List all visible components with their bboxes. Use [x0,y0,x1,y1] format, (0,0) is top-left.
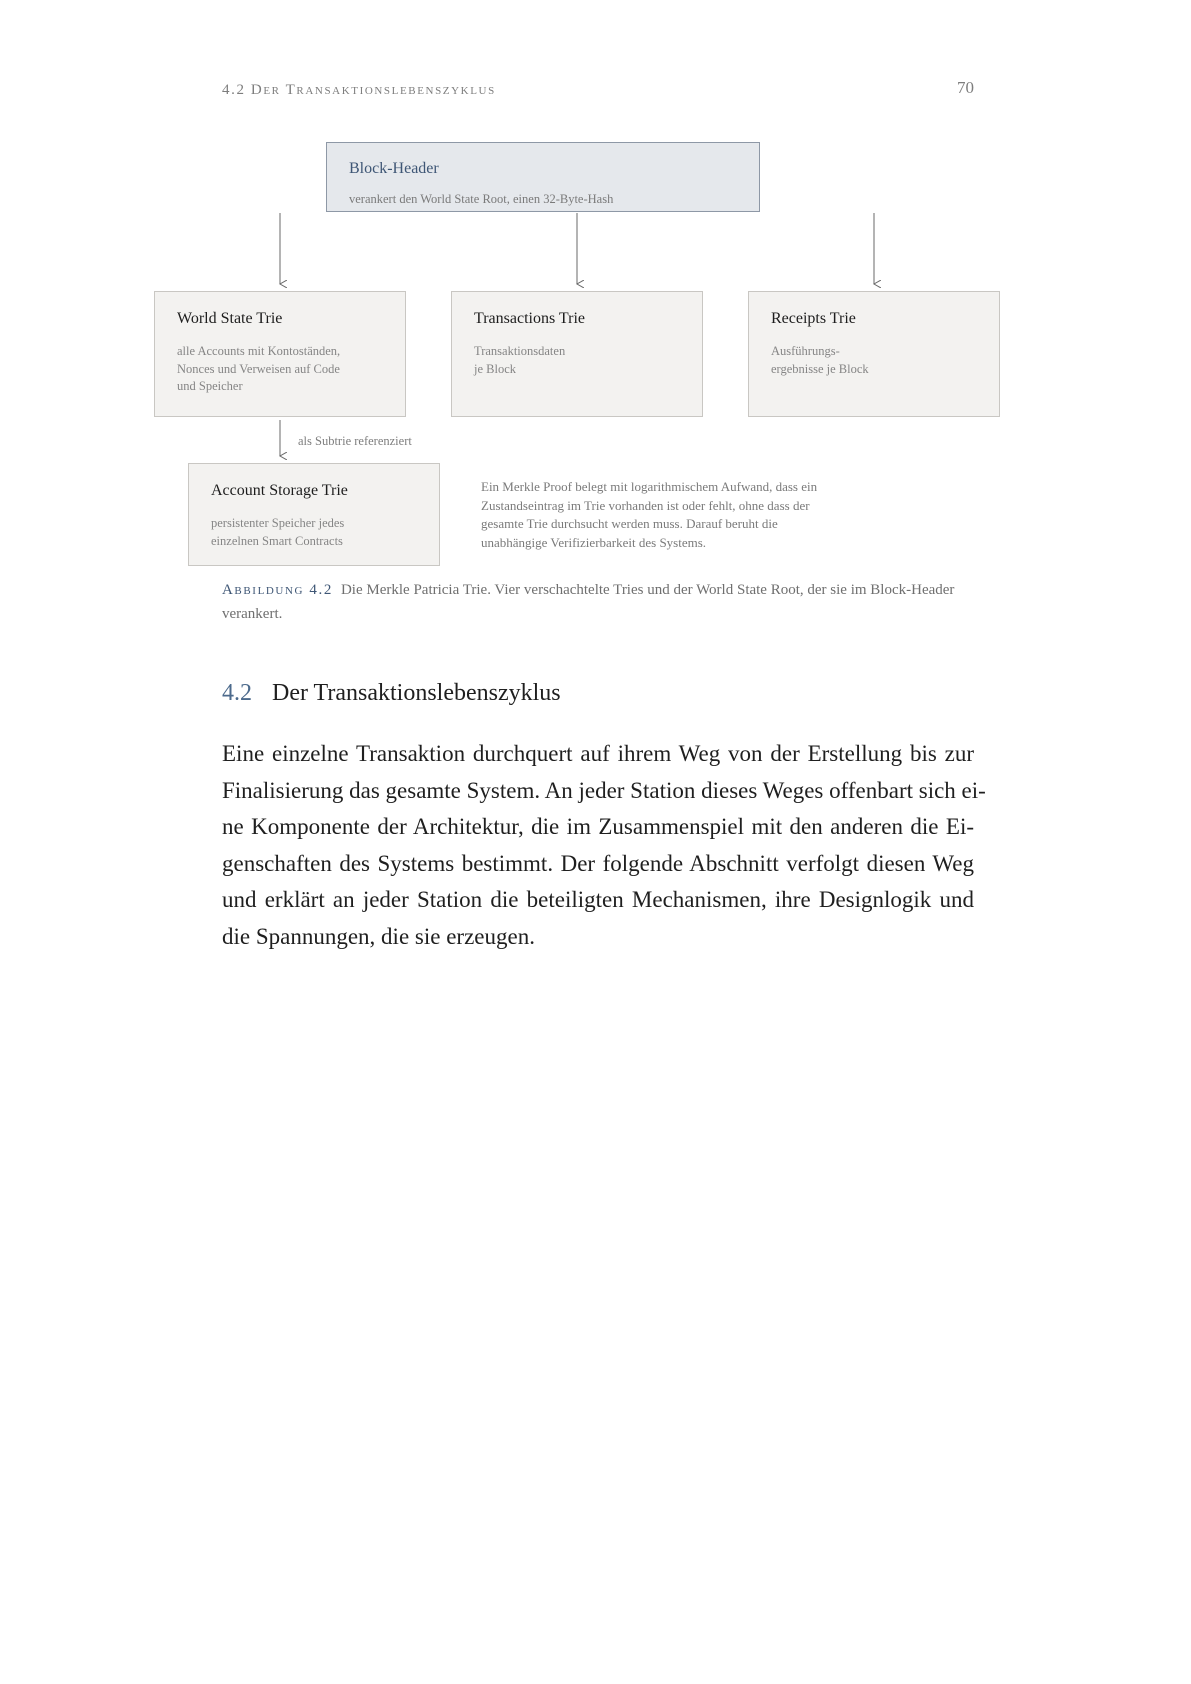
receipts-trie-title: Receipts Trie [771,310,856,327]
body-line: genschaften des Systems bestimmt. Der folgende Abschnitt verfolgt diesen Weg [222,850,974,876]
merkle-proof-note: Ein Merkle Proof belegt mit logarithmischem Aufwand, dass ein Zustandseintrag im Trie vorhanden ist oder fehlt, ohne dass der gesamte Trie durchsucht werden muss. Darauf beruht die unabhängige Verifizierbarkeit des Systems. [481,479,818,550]
caption-label: Abbildung 4.2 [222,582,333,598]
body-line: ne Komponente der Architektur, die im Zusammenspiel mit den anderen die Ei- [222,814,974,839]
world-state-trie-description: alle Accounts mit Kontoständen, Nonces und Verweisen auf Code und Speicher [177,344,341,393]
account-storage-trie-title: Account Storage Trie [211,482,348,499]
section-title: Der Transaktionslebenszyklus [272,680,561,706]
transactions-trie-box [451,291,703,417]
account-storage-trie-box [188,463,440,566]
block-header-title: Block-Header [349,160,439,177]
receipts-trie-box [748,291,1000,417]
body-line: und erklärt an jeder Station die beteiligten Mechanismen, ihre Designlogik und [222,887,974,912]
section-heading [222,680,561,707]
account-storage-trie-description: persistenter Speicher jedes einzelnen Smart Contracts [211,516,345,548]
body-line: die Spannungen, die sie erzeugen. [222,923,535,949]
section-number: 4.2 [222,680,252,706]
body-line: Finalisierung das gesamte System. An jeder Station dieses Weges offenbart sich ei- [222,777,986,803]
transactions-trie-description: Transaktionsdaten je Block [474,344,566,376]
running-header-title: 4.2 Der Transaktionslebenszyklus [222,82,496,98]
transactions-trie-title: Transactions Trie [474,310,585,327]
caption-text: Die Merkle Patricia Trie. Vier verschachtelte Tries und der World State Root, der sie im Block-Header verankert. [222,582,955,622]
world-state-trie-title: World State Trie [177,310,283,327]
block-header-description: verankert den World State Root, einen 32-Byte-Hash [349,192,614,206]
page-number: 70 [957,78,974,97]
world-state-trie-box [154,291,406,417]
block-header-box [326,142,760,212]
figure-caption [222,578,980,626]
body-line: Eine einzelne Transaktion durchquert auf ihrem Weg von der Erstellung bis zur [222,741,974,766]
body-paragraph [222,736,986,955]
subtrie-label: als Subtrie referenziert [298,434,412,448]
receipts-trie-description: Ausführungs- ergebnisse je Block [771,344,869,376]
